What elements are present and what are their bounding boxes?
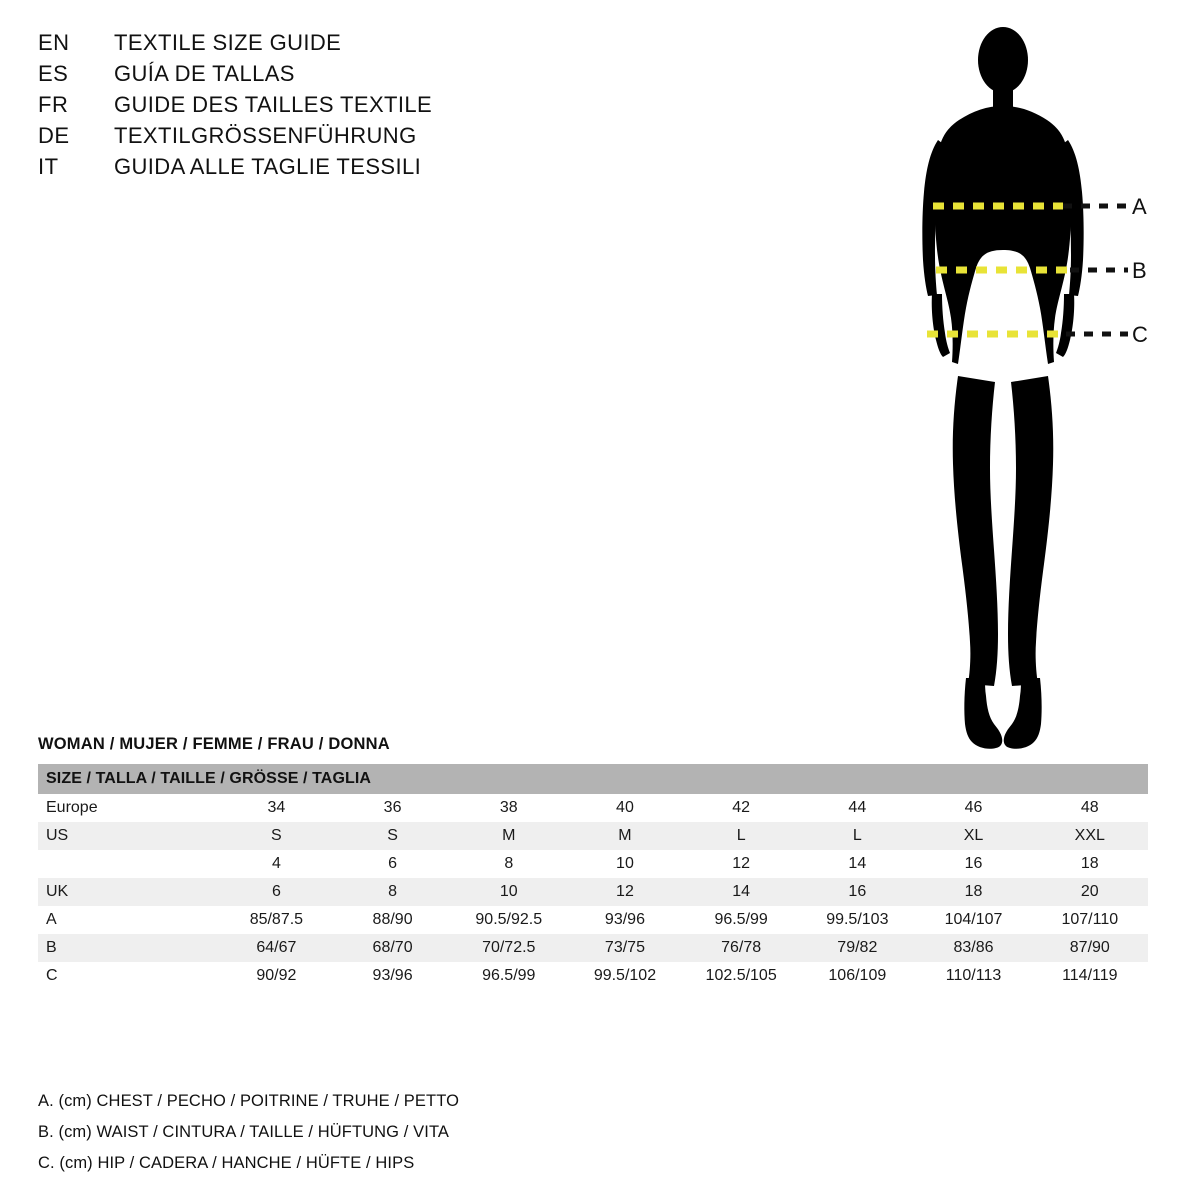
cell: 104/107 [915, 906, 1031, 934]
female-silhouette-icon [860, 18, 1190, 758]
cell: 96.5/99 [683, 906, 799, 934]
cell: 110/113 [915, 962, 1031, 990]
title-lang-es: ES [38, 61, 69, 86]
cell: 70/72.5 [451, 934, 567, 962]
title-text-it: GUIDA ALLE TAGLIE TESSILI [114, 154, 422, 179]
title-text-en: TEXTILE SIZE GUIDE [114, 30, 342, 55]
cell: 40 [567, 794, 683, 822]
title-text-fr: GUIDE DES TAILLES TEXTILE [114, 92, 433, 117]
title-row-fr [38, 92, 658, 123]
title-row-it [38, 154, 658, 185]
title-lang-de: DE [38, 123, 70, 148]
cell: 64/67 [218, 934, 334, 962]
measure-label-a: A [1132, 194, 1147, 219]
size-table-section [38, 735, 1168, 990]
title-row-en [38, 30, 658, 61]
cell: 83/86 [915, 934, 1031, 962]
cell: 6 [334, 850, 450, 878]
footnote-chest: A. (cm) CHEST / PECHO / POITRINE / TRUHE / PETTO [38, 1092, 460, 1110]
cell: 93/96 [567, 906, 683, 934]
cell: 14 [683, 878, 799, 906]
cell: 10 [567, 850, 683, 878]
footnote-hip: C. (cm) HIP / CADERA / HANCHE / HÜFTE / HIPS [38, 1154, 415, 1172]
table-header-row [38, 764, 1148, 794]
size-table [38, 764, 1148, 990]
cell: L [683, 822, 799, 850]
row-label-europe: Europe [38, 794, 218, 822]
cell: S [334, 822, 450, 850]
cell: 42 [683, 794, 799, 822]
table-row [38, 906, 1148, 934]
title-text-de: TEXTILGRÖSSENFÜHRUNG [114, 123, 417, 148]
cell: 73/75 [567, 934, 683, 962]
cell: 114/119 [1032, 962, 1148, 990]
title-lang-it: IT [38, 154, 59, 179]
cell: 12 [683, 850, 799, 878]
row-label-a: A [38, 906, 218, 934]
cell: 10 [451, 878, 567, 906]
table-caption: WOMAN / MUJER / FEMME / FRAU / DONNA [38, 735, 390, 753]
cell: 102.5/105 [683, 962, 799, 990]
cell: 12 [567, 878, 683, 906]
title-lang-en: EN [38, 30, 70, 55]
cell: 99.5/102 [567, 962, 683, 990]
cell: 93/96 [334, 962, 450, 990]
cell: 14 [799, 850, 915, 878]
cell: S [218, 822, 334, 850]
cell: 4 [218, 850, 334, 878]
footnote-waist: B. (cm) WAIST / CINTURA / TAILLE / HÜFTUNG / VITA [38, 1123, 450, 1141]
cell: M [567, 822, 683, 850]
table-row [38, 878, 1148, 906]
measurement-figure [860, 18, 1190, 758]
title-text-es: GUÍA DE TALLAS [114, 61, 295, 86]
row-label-uk: UK [38, 878, 218, 906]
cell: 34 [218, 794, 334, 822]
row-label-us: US [38, 822, 218, 850]
measure-label-c: C [1132, 322, 1148, 347]
title-lang-fr: FR [38, 92, 69, 117]
title-row-de [38, 123, 658, 154]
table-body [38, 794, 1148, 990]
cell: 46 [915, 794, 1031, 822]
cell: L [799, 822, 915, 850]
cell: 90.5/92.5 [451, 906, 567, 934]
table-head [38, 764, 1148, 794]
cell: 68/70 [334, 934, 450, 962]
cell: M [451, 822, 567, 850]
table-row [38, 794, 1148, 822]
row-label-us-numeric [38, 850, 218, 878]
cell: 76/78 [683, 934, 799, 962]
table-row [38, 822, 1148, 850]
cell: XXL [1032, 822, 1148, 850]
cell: 8 [451, 850, 567, 878]
cell: 18 [1032, 850, 1148, 878]
cell: 48 [1032, 794, 1148, 822]
cell: 90/92 [218, 962, 334, 990]
cell: XL [915, 822, 1031, 850]
cell: 36 [334, 794, 450, 822]
table-row [38, 850, 1148, 878]
cell: 107/110 [1032, 906, 1148, 934]
cell: 6 [218, 878, 334, 906]
cell: 87/90 [1032, 934, 1148, 962]
legend-footnotes [38, 1092, 838, 1185]
title-row-es [38, 61, 658, 92]
cell: 16 [915, 850, 1031, 878]
cell: 38 [451, 794, 567, 822]
measure-label-b: B [1132, 258, 1147, 283]
cell: 88/90 [334, 906, 450, 934]
table-header-cell: SIZE / TALLA / TAILLE / GRÖSSE / TAGLIA [38, 764, 1148, 794]
cell: 106/109 [799, 962, 915, 990]
table-row [38, 934, 1148, 962]
cell: 18 [915, 878, 1031, 906]
cell: 96.5/99 [451, 962, 567, 990]
cell: 85/87.5 [218, 906, 334, 934]
cell: 20 [1032, 878, 1148, 906]
cell: 79/82 [799, 934, 915, 962]
cell: 99.5/103 [799, 906, 915, 934]
cell: 8 [334, 878, 450, 906]
row-label-c: C [38, 962, 218, 990]
cell: 44 [799, 794, 915, 822]
title-block [38, 30, 658, 185]
row-label-b: B [38, 934, 218, 962]
cell: 16 [799, 878, 915, 906]
table-row [38, 962, 1148, 990]
